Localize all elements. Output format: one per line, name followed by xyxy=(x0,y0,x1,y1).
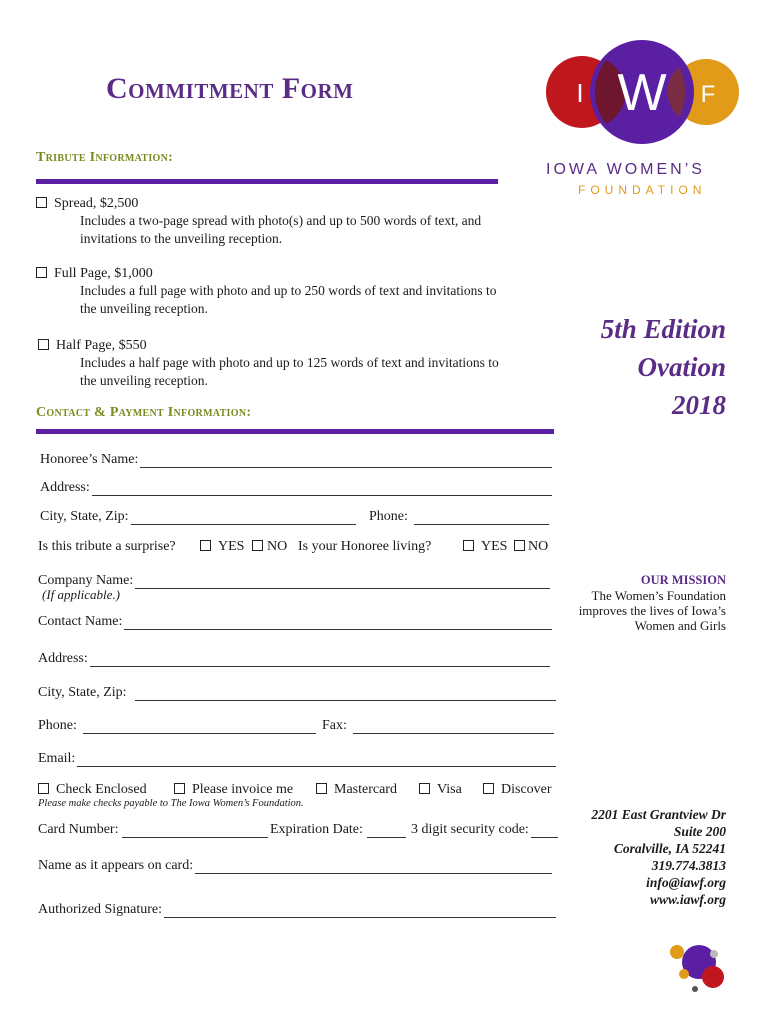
logo-circles-icon xyxy=(540,40,740,150)
living-no[interactable]: NO xyxy=(514,539,548,555)
full-page-checkbox[interactable] xyxy=(36,267,47,278)
surprise-yes[interactable]: YES xyxy=(200,539,244,555)
if-applicable-note: (If applicable.) xyxy=(42,587,120,602)
company-name-field[interactable]: Company Name: xyxy=(38,573,550,589)
mission-line-2: improves the lives of Iowa’s xyxy=(578,603,726,618)
email-field[interactable]: Email: xyxy=(38,751,556,767)
security-code-field[interactable]: 3 digit security code: xyxy=(411,822,558,838)
edition-block xyxy=(601,310,726,424)
signature-field[interactable]: Authorized Signature: xyxy=(38,902,556,918)
expiration-field[interactable]: Expiration Date: xyxy=(270,822,406,838)
contact-city-state-zip-field[interactable]: City, State, Zip: xyxy=(38,685,556,701)
spread-desc-1: Includes a two-page spread with photo(s) and up to 500 words of text, and xyxy=(80,213,482,228)
full-page-desc-1: Includes a full page with photo and up to 250 words of text and invitations to xyxy=(80,283,497,298)
foundation-address xyxy=(591,806,726,908)
surprise-question: Is this tribute a surprise? xyxy=(38,539,176,554)
website-link[interactable]: www.iawf.org xyxy=(649,892,726,907)
mission-line-3: Women and Girls xyxy=(634,618,726,633)
pay-check[interactable]: Check Enclosed xyxy=(38,782,147,798)
surprise-yes-checkbox[interactable] xyxy=(200,540,211,551)
invoice-checkbox[interactable] xyxy=(174,783,185,794)
pay-visa[interactable]: Visa xyxy=(419,782,462,798)
edition-line-3: 2018 xyxy=(672,390,726,420)
card-number-field[interactable]: Card Number: xyxy=(38,822,268,838)
contact-heading: Contact & Payment Information: xyxy=(36,405,252,420)
full-page-desc-2: the unveiling reception. xyxy=(80,301,208,316)
address-line-1: 2201 East Grantview Dr xyxy=(591,807,726,822)
check-enclosed-checkbox[interactable] xyxy=(38,783,49,794)
discover-checkbox[interactable] xyxy=(483,783,494,794)
phone-field[interactable]: Phone: xyxy=(369,509,549,525)
living-yes-checkbox[interactable] xyxy=(463,540,474,551)
logo-letter-i: I xyxy=(576,78,584,108)
pay-mastercard[interactable]: Mastercard xyxy=(316,782,397,798)
visa-checkbox[interactable] xyxy=(419,783,430,794)
decorative-dots-icon xyxy=(664,940,734,1000)
logo-iowa-womens: IOWA WOMEN’S xyxy=(546,161,705,178)
contact-divider xyxy=(36,429,554,434)
edition-line-1: 5th Edition xyxy=(600,314,726,344)
mission-line-1: The Women’s Foundation xyxy=(591,588,726,603)
half-page-desc-1: Includes a half page with photo and up to 125 words of text and invitations to xyxy=(80,355,499,370)
half-page-checkbox[interactable] xyxy=(38,339,49,350)
iwf-logo xyxy=(540,40,740,200)
surprise-no-checkbox[interactable] xyxy=(252,540,263,551)
living-question: Is your Honoree living? xyxy=(298,539,432,554)
honoree-name-field[interactable]: Honoree’s Name: xyxy=(40,452,552,468)
mastercard-checkbox[interactable] xyxy=(316,783,327,794)
name-on-card-field[interactable]: Name as it appears on card: xyxy=(38,858,552,874)
address-field[interactable]: Address: xyxy=(40,480,552,496)
surprise-no[interactable]: NO xyxy=(252,539,287,555)
contact-name-field[interactable]: Contact Name: xyxy=(38,614,552,630)
edition-line-2: Ovation xyxy=(637,352,726,382)
full-page-label: Full Page, $1,000 xyxy=(54,266,153,281)
address-line-3: Coralville, IA 52241 xyxy=(613,841,726,856)
spread-desc-2: invitations to the unveiling reception. xyxy=(80,231,283,246)
living-yes[interactable]: YES xyxy=(463,539,507,555)
page-title: Commitment Form xyxy=(106,72,354,105)
spread-label: Spread, $2,500 xyxy=(54,196,139,211)
tribute-heading: Tribute Information: xyxy=(36,150,174,165)
pay-invoice[interactable]: Please invoice me xyxy=(174,782,293,798)
logo-letter-w: W xyxy=(617,64,667,122)
spread-checkbox[interactable] xyxy=(36,197,47,208)
option-half-page xyxy=(38,338,538,390)
city-state-zip-field[interactable]: City, State, Zip: xyxy=(40,509,356,525)
half-page-label: Half Page, $550 xyxy=(56,338,147,353)
contact-address-field[interactable]: Address: xyxy=(38,651,550,667)
living-no-checkbox[interactable] xyxy=(514,540,525,551)
option-full-page xyxy=(36,266,536,318)
half-page-desc-2: the unveiling reception. xyxy=(80,373,208,388)
contact-phone-field[interactable]: Phone: xyxy=(38,718,316,734)
fax-field[interactable]: Fax: xyxy=(322,718,554,734)
option-spread xyxy=(36,196,516,248)
phone-number: 319.774.3813 xyxy=(651,858,726,873)
logo-letter-f: F xyxy=(700,81,716,108)
tribute-divider xyxy=(36,179,498,184)
check-payable-note: Please make checks payable to The Iowa Women’s Foundation. xyxy=(38,798,304,809)
pay-discover[interactable]: Discover xyxy=(483,782,552,798)
logo-foundation: FOUNDATION xyxy=(578,183,707,197)
mission-heading: OUR MISSION xyxy=(640,573,726,587)
email-link[interactable]: info@iawf.org xyxy=(646,875,726,890)
mission-block xyxy=(579,573,726,633)
address-line-2: Suite 200 xyxy=(673,824,726,839)
